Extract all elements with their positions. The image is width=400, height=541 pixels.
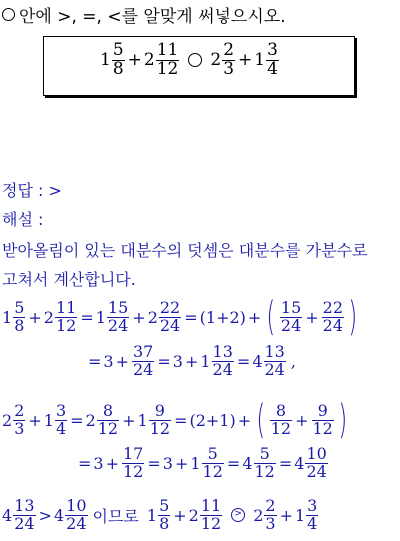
calc1-line2: = 3 + $\frac{37}{24}$ = 3 + 1 $\frac{13}{24}$ = 4 $\frac{13}{24}$ , [88, 342, 296, 379]
explain-line-1 [2, 238, 367, 261]
plus-sign-2: + [238, 50, 253, 71]
explain-label-text: 해설 : [2, 210, 44, 229]
explain-line-2-text: 고쳐서 계산합니다. [2, 270, 136, 289]
problem-add-whole: 2 [143, 50, 155, 71]
problem-left-whole: 1 [100, 50, 111, 71]
plus-sign: + [127, 50, 142, 71]
calc2-line1: 2 $\frac{2}{3}$ + 1 $\frac{3}{4}$ = 2 $\frac{8}{12}$ + 1 $\frac{9}{12}$ = (2+1) + ( $\frac{8}{12}$ + $\frac{9}{12}$ ) [2, 397, 347, 443]
question-text: 안에 >, =, <를 알맞게 써넣으시오. [19, 7, 286, 27]
explain-line-1-text: 받아올림이 있는 대분수의 덧셈은 대분수를 가분수로 [2, 241, 368, 260]
explain-line-2 [2, 267, 136, 290]
answer-label: 정답 : > [2, 181, 62, 200]
conclusion-line: 4 $\frac{13}{24}$ > 4 $\frac{10}{24}$ 이므로 1 $\frac{5}{8}$ + 2 $\frac{11}{12}$ > 2 $\frac{2}{3}$ + 1 $\frac{3}{4}$ [2, 496, 318, 533]
conclusion-text: 이므로 [92, 506, 139, 526]
problem-r2-whole: 1 [254, 50, 266, 71]
problem-expression [100, 42, 280, 79]
problem-left-frac: $\frac{5}{8}$ [112, 40, 124, 79]
problem-r2-frac: $\frac{3}{4}$ [267, 40, 278, 79]
problem-r1-whole: 2 [210, 50, 222, 71]
calc2-line2: = 3 + $\frac{17}{12}$ = 3 + 1 $\frac{5}{12}$ = 4 $\frac{5}{12}$ = 4 $\frac{10}{24}$ [78, 444, 327, 481]
answer-compare-symbol: > [231, 508, 245, 522]
answer-line [2, 178, 62, 201]
calc1-line1: 1 $\frac{5}{8}$ + 2 $\frac{11}{12}$ = 1 $\frac{15}{24}$ + 2 $\frac{22}{24}$ = (1+2) + ( $\frac{15}{24}$ + $\frac{22}{24}$ ) [2, 294, 358, 340]
problem-r1-frac: $\frac{2}{3}$ [223, 40, 235, 79]
question-line [2, 2, 286, 27]
blank-circle-icon [2, 8, 15, 21]
answer-blank-circle[interactable] [188, 53, 202, 67]
problem-add-frac: $\frac{11}{12}$ [156, 40, 179, 79]
explain-label [2, 207, 43, 230]
